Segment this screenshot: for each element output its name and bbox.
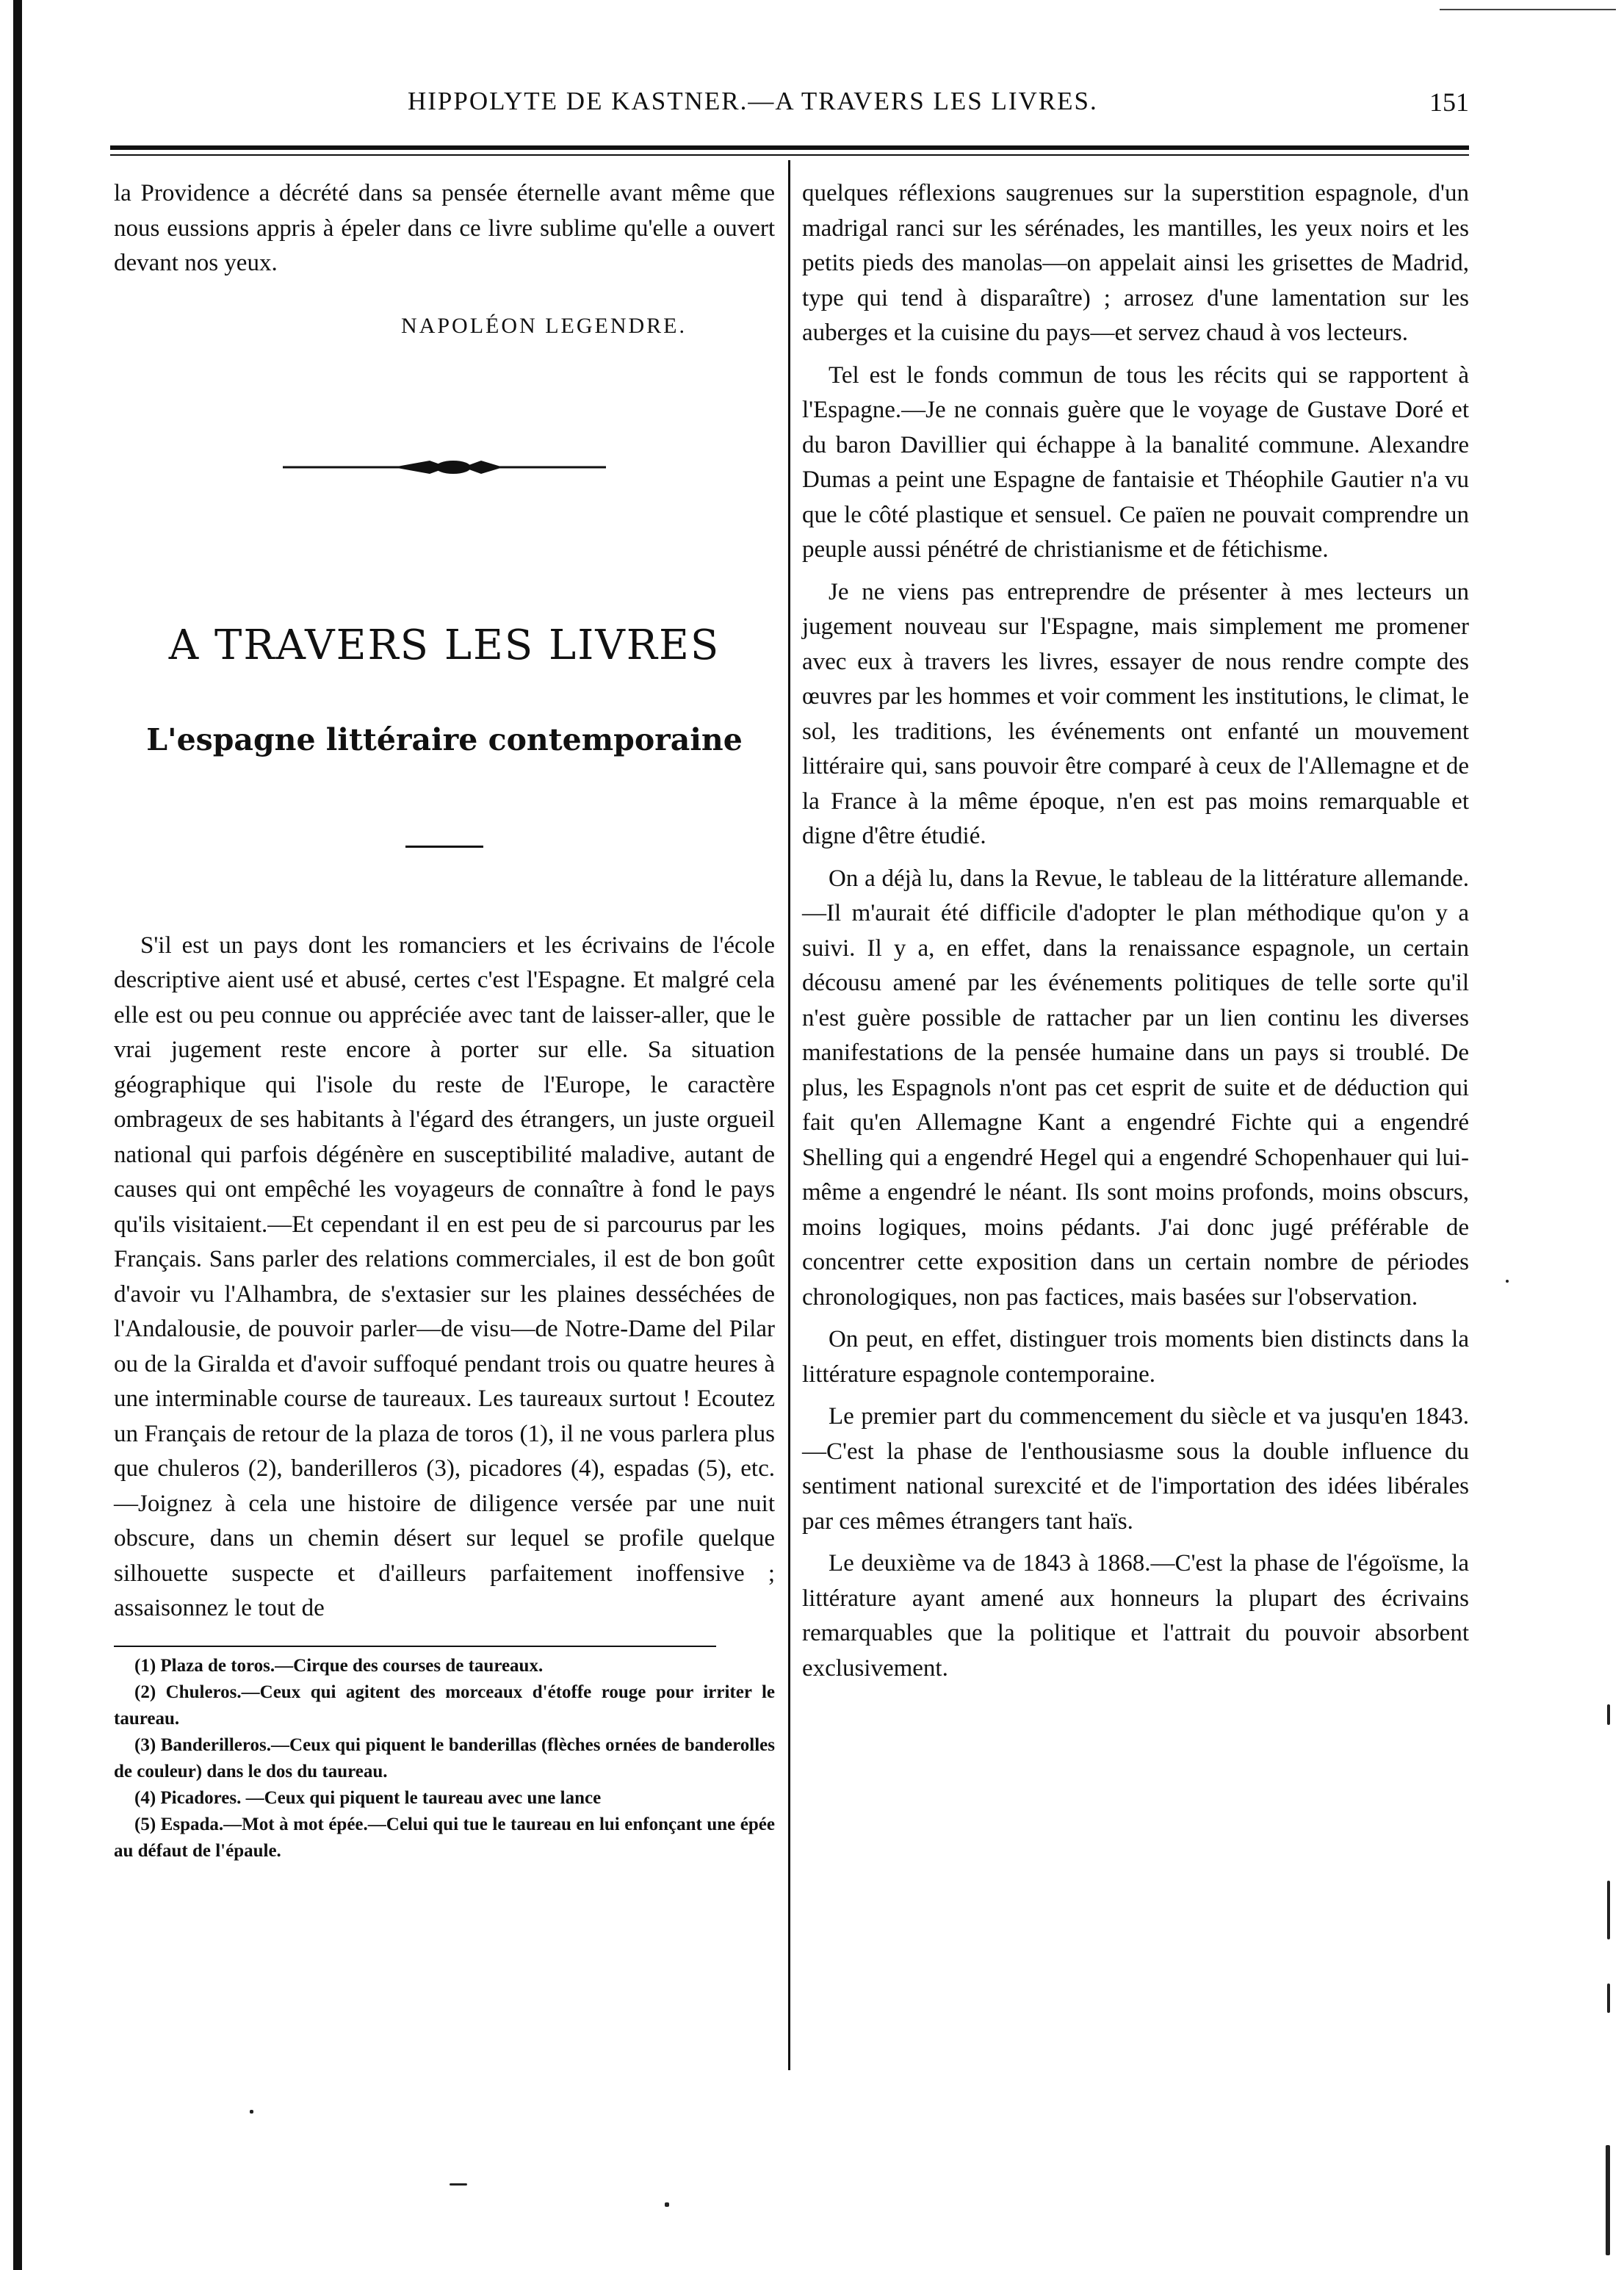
ink-speck xyxy=(250,2110,253,2114)
page-number: 151 xyxy=(1429,87,1469,117)
ink-speck xyxy=(450,2183,467,2186)
footnote-5: (5) Espada.—Mot à mot épée.—Celui qui tue le taureau en lui enfonçant une épée au défaut de l'épaule. xyxy=(114,1814,775,1861)
article-subtitle: L'espagne littéraire contemporaine xyxy=(146,721,743,757)
previous-article-ending: la Providence a décrété dans sa pensée éternelle avant même que nous eussions appris à épeler dans ce livre sublime qu'elle a ouvert devant nos yeux. xyxy=(114,180,775,276)
ink-speck xyxy=(1607,1704,1610,1725)
page-binding-edge xyxy=(13,0,22,2270)
ink-speck xyxy=(1506,1280,1509,1283)
article-title: A TRAVERS LES LIVRES xyxy=(168,621,721,669)
ink-speck xyxy=(665,2202,669,2207)
article-paragraph: S'il est un pays dont les romanciers et les écrivains de l'école descriptive aient usé et abusé, certes c'est l'Espagne. Et malgré cela elle est ou peu connue ou appréciée avec tant de laisser-aller, que le vrai jugement reste encore à porter sur elle. Sa situation géographique qui l'isole du reste de l'Europe, le caractère ombrageux de ses habitants à l'égard des étrangers, un juste orgueil national qui parfois dégénère en susceptibilité maladive, autant de causes qui ont empêché les voyageurs de connaître à fond le pays qu'ils visitaient.—Et cependant il en est peu de si parcourus par les Français. Sans parler des relations commerciales, il est de bon goût d'avoir vu l'Alhambra, de s'extasier sur les plaines desséchées de l'Andalousie, de pouvoir parler—de visu—de Notre-Dame del Pilar ou de la Giralda et d'avoir suffoqué pendant trois ou quatre heures à une interminable course de taureaux. Les taureaux surtout ! Ecoutez un Français de retour de la plaza de toros (1), il ne vous parlera plus que chuleros (2), banderilleros (3), picadores (4), espadas (5), etc.—Joignez à cela une histoire de diligence versée par une nuit obscure, dans un chemin désert sur lequel se profile quelque silhouette suspecte et d'ailleurs parfaitement inoffensive ; assaisonnez le tout de xyxy=(114,932,775,1621)
article-paragraph: quelques réflexions saugrenues sur la superstition espagnole, d'un madrigal ranci sur les sérénades, les mantilles, les yeux noirs et les petits pieds des manolas—on appelait ainsi les grisettes de Madrid, type qui tend à disparaître) ; arrosez d'une lamentation sur les auberges et la cuisine du pays—et servez chaud à vos lecteurs. xyxy=(802,180,1469,346)
right-column xyxy=(802,176,1469,1686)
article-paragraph: Le premier part du commencement du siècle et va jusqu'en 1843.—C'est la phase de l'enthousiasme sous la double influence du sentiment national surexcité et de l'importation des idées libérales par ces mêmes étrangers tant haïs. xyxy=(802,1403,1469,1535)
column-divider xyxy=(788,160,790,2070)
running-title: HIPPOLYTE DE KASTNER.—A TRAVERS LES LIVRES. xyxy=(408,87,1098,115)
top-edge-line xyxy=(1440,9,1616,10)
left-column xyxy=(114,176,775,1864)
footnote-2: (2) Chuleros.—Ceux qui agitent des morceaux d'étoffe rouge pour irriter le taureau. xyxy=(114,1682,775,1729)
article-paragraph: On a déjà lu, dans la Revue, le tableau de la littérature allemande.—Il m'aurait été difficile d'adopter le plan méthodique qu'on y a suivi. Il y a, en effet, dans la renaissance espagnole, un certain décousu amené par les événements politiques de telle sorte qu'il n'est guère possible de rattacher par un lien continu les diverses manifestations de la pensée humaine dans un pays si troublé. De plus, les Espagnols n'ont pas cet esprit de suite et de déduction qui fait qu'en Allemagne Kant a engendré Fichte qui a engendré Shelling qui a engendré Hegel qui a engendré Schopenhauer qui lui-même a engendré le néant. Ils sont moins profonds, moins obscurs, moins logiques, moins pédants. J'ai donc jugé préférable de concentrer cette exposition dans un certain nombre de périodes chronologiques, non pas factices, mais basées sur l'observation. xyxy=(802,865,1469,1311)
article-paragraph: Je ne viens pas entreprendre de présenter à mes lecteurs un jugement nouveau sur l'Espagne, mais simplement me promener avec eux à travers les livres, essayer de nous rendre compte des œuvres par les hommes et voir comment les institutions, le climat, le sol, les traditions, les événements ont enfanté un mouvement littéraire qui, sans pouvoir être comparé à ceux de l'Allemagne et de la France à la même époque, n'en est pas moins remarquable et digne d'être étudié. xyxy=(802,578,1469,849)
article-paragraph: Tel est le fonds commun de tous les récits qui se rapportent à l'Espagne.—Je ne connais guère que le voyage de Gustave Doré et du baron Davillier qui échappe à la banalité commune. Alexandre Dumas a peint une Espagne de fantaisie et Théophile Gautier n'a vu que le côté plastique et sensuel. Ce païen ne pouvait comprendre un peuple aussi pénétré de christianisme et de fétichisme. xyxy=(802,361,1469,563)
page-header xyxy=(147,87,1469,131)
title-rule xyxy=(405,846,483,848)
ink-speck xyxy=(1607,1983,1610,2013)
header-rule xyxy=(110,145,1469,150)
footnote-3: (3) Banderilleros.—Ceux qui piquent le banderillas (flèches ornées de banderolles de couleur) dans le dos du taureau. xyxy=(114,1734,775,1781)
footnotes xyxy=(114,1653,775,1864)
footnote-1: (1) Plaza de toros.—Cirque des courses de taureaux. xyxy=(134,1655,544,1676)
article-paragraph: Le deuxième va de 1843 à 1868.—C'est la phase de l'égoïsme, la littérature ayant amené aux honneurs la plupart des écrivains remarquables que la politique et l'attrait du pouvoir absorbent exclusivement. xyxy=(802,1550,1469,1682)
footnote-rule xyxy=(114,1646,716,1647)
ink-speck xyxy=(1607,1881,1610,1939)
ink-speck xyxy=(1606,2145,1610,2255)
article-paragraph: On peut, en effet, distinguer trois moments bien distincts dans la littérature espagnole contemporaine. xyxy=(802,1326,1469,1388)
header-rule-thin xyxy=(110,154,1469,156)
section-ornament-divider xyxy=(283,453,606,482)
author-signature: NAPOLÉON LEGENDRE. xyxy=(401,313,687,338)
footnote-4: (4) Picadores. —Ceux qui piquent le taureau avec une lance xyxy=(134,1787,602,1808)
